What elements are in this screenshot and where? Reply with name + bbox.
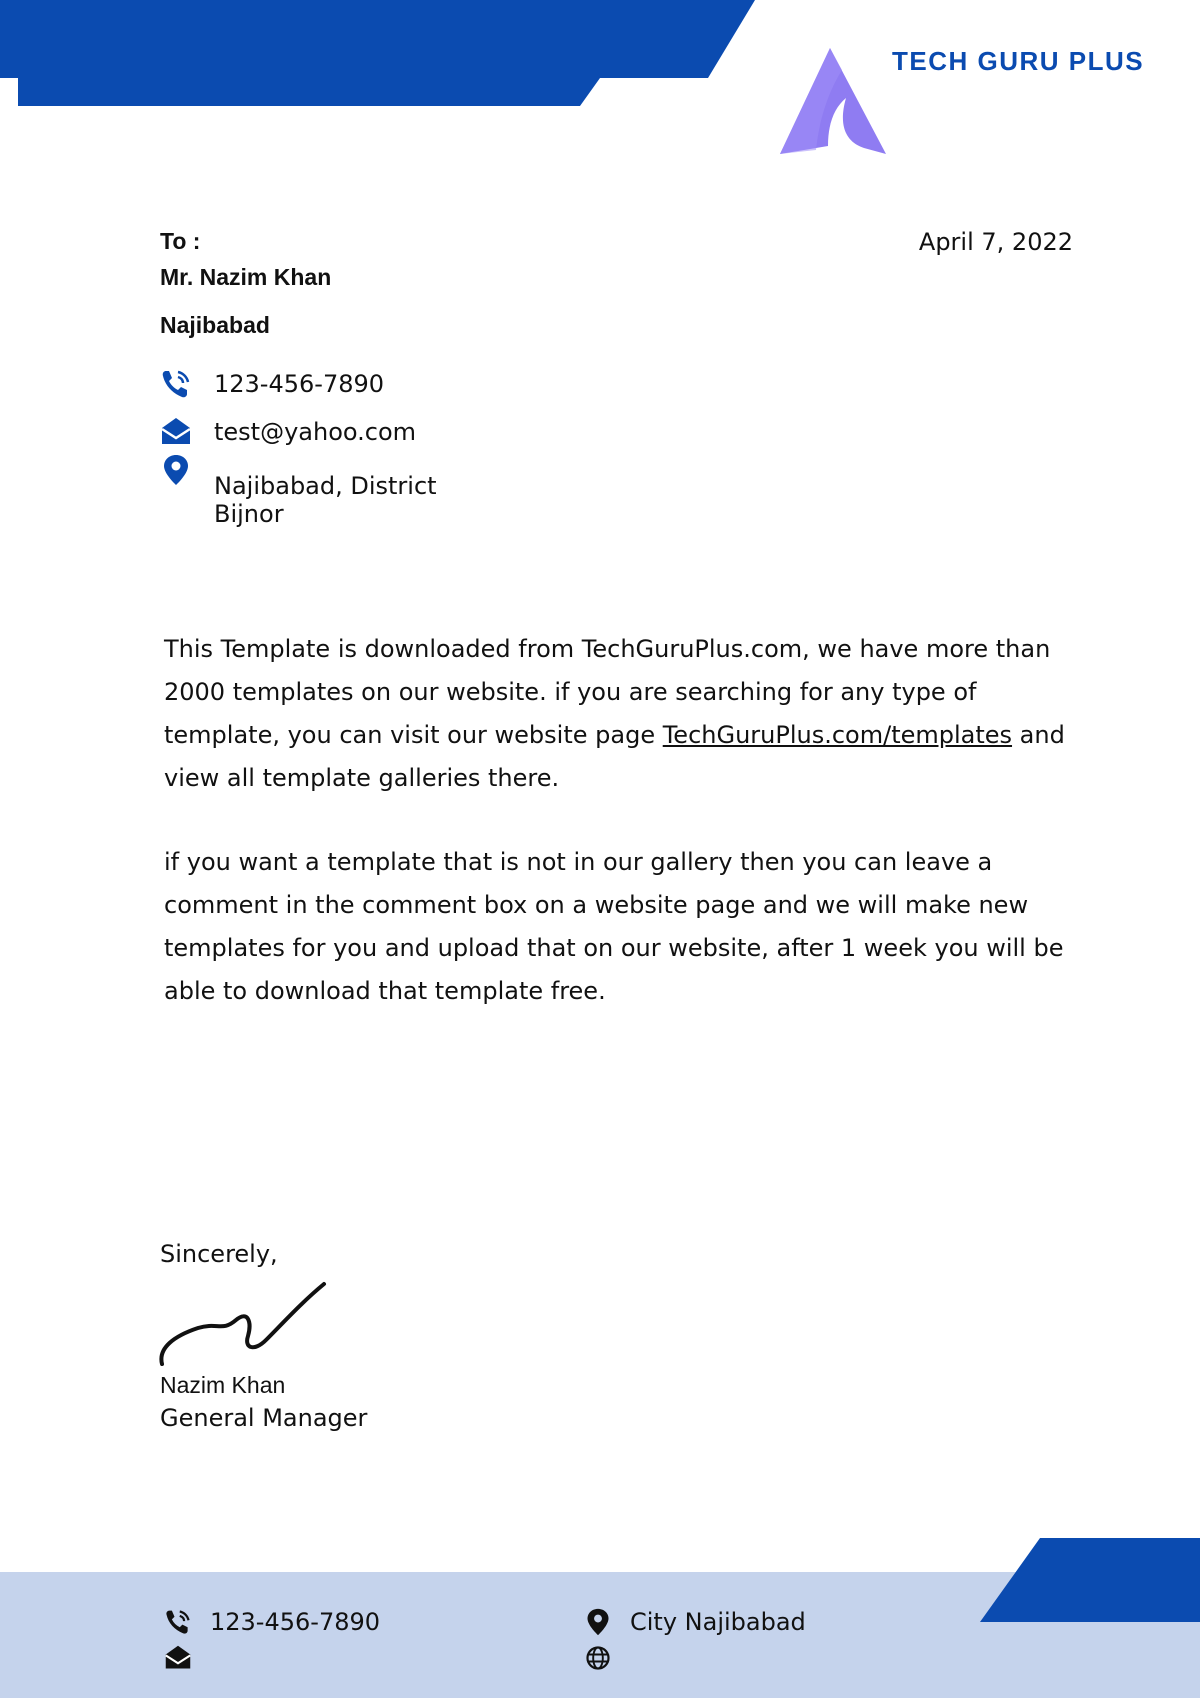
recipient-name: Mr. Nazim Khan bbox=[160, 264, 332, 290]
contact-phone: 123-456-7890 bbox=[214, 370, 385, 398]
globe-icon bbox=[584, 1644, 612, 1672]
contact-address: Najibabad, District Bijnor bbox=[214, 472, 437, 528]
mail-icon bbox=[164, 1644, 192, 1672]
paragraph-1-tail: and view all template galleries there. bbox=[164, 721, 1065, 792]
paragraph-1-text: This Template is downloaded from TechGuruPlus.com, we have more than 2000 templates on our website. if you are searching for any type of template, you can visit our website page bbox=[164, 635, 1051, 749]
templates-link[interactable]: TechGuruPlus.com/templates bbox=[662, 721, 1013, 749]
company-logo-icon bbox=[776, 46, 886, 158]
mail-icon bbox=[160, 416, 192, 448]
location-pin-icon bbox=[160, 454, 192, 486]
footer-accent bbox=[980, 1538, 1200, 1622]
location-pin-icon bbox=[584, 1608, 612, 1636]
letter-date: April 7, 2022 bbox=[918, 228, 1073, 256]
contact-phone-row bbox=[160, 368, 620, 408]
signature bbox=[156, 1278, 332, 1370]
body-paragraph-2: if you want a template that is not in our gallery then you can leave a comment in the comment box on a website page and we will make new templates for you and upload that on our website, after 1 week you will be able to download that template free. bbox=[164, 848, 1064, 1005]
phone-icon bbox=[160, 368, 192, 400]
contact-email-row[interactable] bbox=[160, 416, 620, 456]
signer-name: Nazim Khan bbox=[160, 1372, 286, 1398]
footer-phone-text: 123-456-7890 bbox=[210, 1608, 381, 1636]
phone-icon bbox=[164, 1608, 192, 1636]
recipient-city: Najibabad bbox=[160, 312, 270, 338]
signer-title: General Manager bbox=[160, 1404, 368, 1432]
brand-name: TECH GURU PLUS bbox=[892, 46, 1145, 76]
body-paragraph-1 bbox=[164, 628, 1084, 800]
header-band bbox=[0, 0, 760, 108]
contact-address-row bbox=[160, 454, 620, 528]
contact-email[interactable]: test@yahoo.com bbox=[214, 418, 417, 446]
footer-city-text: City Najibabad bbox=[630, 1608, 806, 1636]
to-label: To : bbox=[160, 228, 201, 254]
closing: Sincerely, bbox=[160, 1240, 278, 1268]
